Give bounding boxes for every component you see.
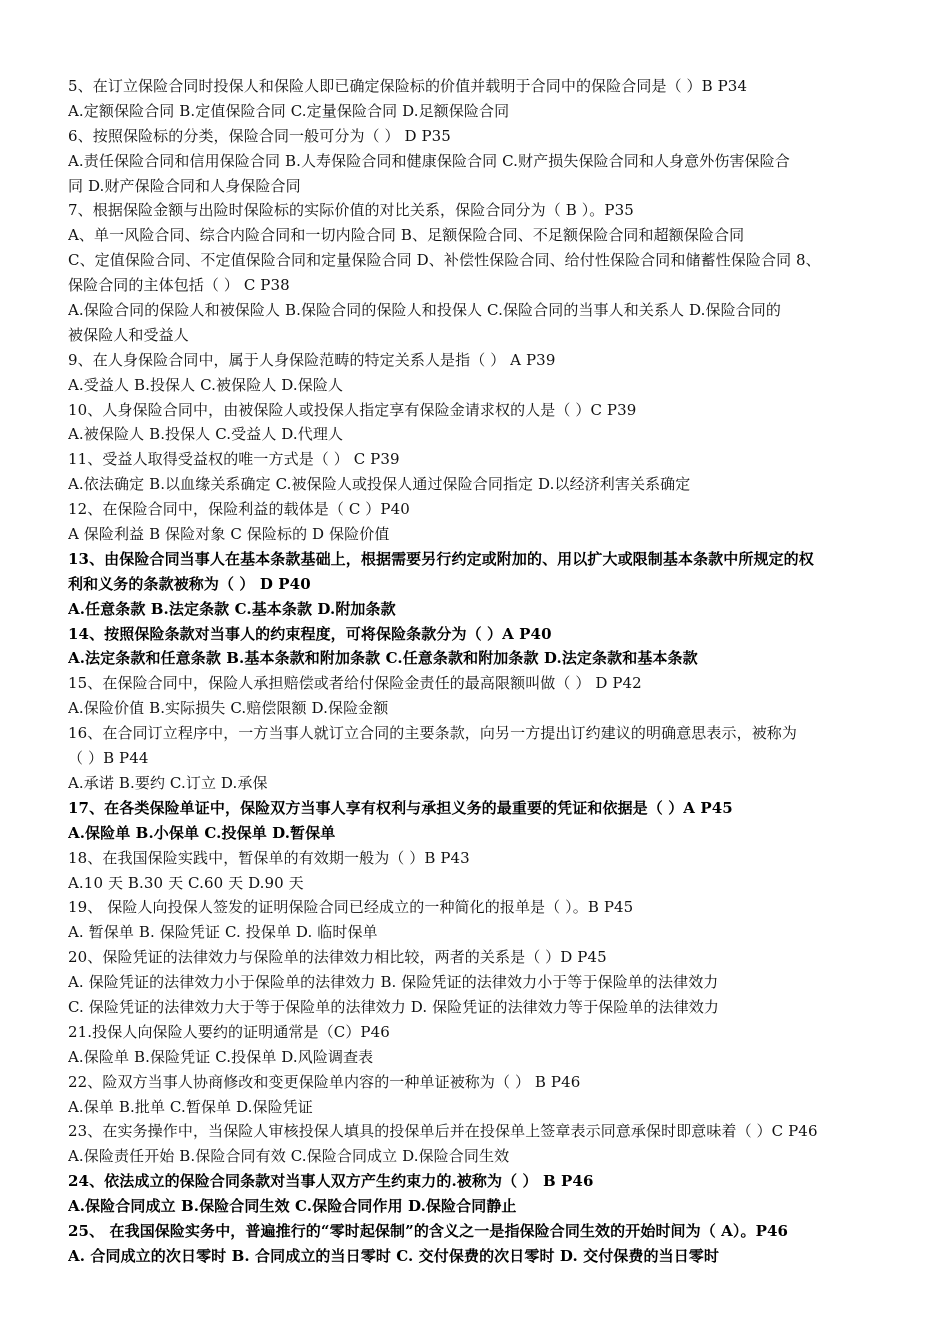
text-line: 20、保险凭证的法律效力与保险单的法律效力相比较，两者的关系是（ ）D P45 [68,948,607,967]
text-line: 24、依法成立的保险合同条款对当事人双方产生约束力的.被称为（ ） B P46 [68,1172,594,1191]
text-line: 同 D.财产保险合同和人身保险合同 [68,176,301,195]
text-line: 21.投保人向保险人要约的证明通常是（C）P46 [68,1022,390,1041]
text-line: 17、在各类保险单证中，保险双方当事人享有权利与承担义务的最重要的凭证和依据是（ ）A P45 [68,798,733,817]
text-line: A.保单 B.批单 C.暂保单 D.保险凭证 [68,1097,313,1116]
text-line: A.责任保险合同和信用保险合同 B.人寿保险合同和健康保险合同 C.财产损失保险合同和人身意外伤害保险合 [68,151,790,170]
text-line: 23、在实务操作中，当保险人审核投保人填具的投保单后并在投保单上签章表示同意承保时即意味着（ ）C P46 [68,1122,818,1141]
text-line: A.任意条款 B.法定条款 C.基本条款 D.附加条款 [68,599,396,618]
text-line: A.保险责任开始 B.保险合同有效 C.保险合同成立 D.保险合同生效 [68,1147,510,1166]
text-line: A.依法确定 B.以血缘关系确定 C.被保险人或投保人通过保险合同指定 D.以经济利害关系确定 [68,475,691,494]
text-line: 14、按照保险条款对当事人的约束程度，可将保险条款分为（ ）A P40 [68,624,552,643]
text-line: A.保险合同成立 B.保险合同生效 C.保险合同作用 D.保险合同静止 [68,1197,517,1216]
text-line: A 保险利益 B 保险对象 C 保险标的 D 保险价值 [68,525,390,544]
text-line: C、定值保险合同、不定值保险合同和定量保险合同 D、补偿性保险合同、给付性保险合同和储蓄性保险合同 8、 [68,251,821,270]
text-line: A. 保险凭证的法律效力小于保险单的法律效力 B. 保险凭证的法律效力小于等于保险单的法律效力 [68,973,719,992]
text-line: 6、按照保险标的分类，保险合同一般可分为（ ） D P35 [68,126,451,145]
text-line: A、单一风险合同、综合内险合同和一切内险合同 B、足额保险合同、不足额保险合同和超额保险合同 [68,226,745,245]
text-line: 5、在订立保险合同时投保人和保险人即已确定保险标的价值并载明于合同中的保险合同是（ ）B P34 [68,77,748,95]
text-line: A.定额保险合同 B.定值保险合同 C.定量保险合同 D.足额保险合同 [68,101,510,120]
text-line: 15、在保险合同中，保险人承担赔偿或者给付保险金责任的最高限额叫做（ ） D P42 [68,674,642,693]
text-line: A.承诺 B.要约 C.订立 D.承保 [68,773,268,792]
text-line: 11、受益人取得受益权的唯一方式是（ ） C P39 [68,450,400,469]
text-line: A.保险价值 B.实际损失 C.赔偿限额 D.保险金额 [68,699,389,718]
text-line: A.法定条款和任意条款 B.基本条款和附加条款 C.任意条款和附加条款 D.法定条款和基本条款 [68,649,698,668]
text-line: 18、在我国保险实践中，暂保单的有效期一般为（ ）B P43 [68,848,470,867]
text-line: A.保险合同的保险人和被保险人 B.保险合同的保险人和投保人 C.保险合同的当事人和关系人 D.保险合同的 [68,301,781,320]
text-line: A. 合同成立的次日零时 B. 合同成立的当日零时 C. 交付保费的次日零时 D. 交付保费的当日零时 [68,1246,720,1265]
text-line: 13、由保险合同当事人在基本条款基础上，根据需要另行约定或附加的、用以扩大或限制基本条款中所规定的权 [68,549,814,568]
text-line: A.保险单 B.保险凭证 C.投保单 D.风险调查表 [68,1047,374,1066]
text-line: 9、在人身保险合同中，属于人身保险范畴的特定关系人是指（ ） A P39 [68,350,556,369]
text-line: 12、在保险合同中，保险利益的载体是（ C ）P40 [68,500,410,519]
document-body [68,74,888,1269]
text-line: 25、 在我国保险实务中，普遍推行的“零时起保制”的含义之一是指保险合同生效的开始时间为（ A）。P46 [68,1221,789,1240]
text-line: 保险合同的主体包括（ ） C P38 [68,276,290,295]
text-line: A.保险单 B.小保单 C.投保单 D.暂保单 [68,823,336,842]
text-line: 16、在合同订立程序中，一方当事人就订立合同的主要条款，向另一方提出订约建议的明确意思表示，被称为 [68,724,797,743]
text-line: A.被保险人 B.投保人 C.受益人 D.代理人 [68,425,344,444]
text-line: A. 暂保单 B. 保险凭证 C. 投保单 D. 临时保单 [68,923,378,942]
text-line: A.10 天 B.30 天 C.60 天 D.90 天 [68,873,304,892]
text-line: 被保险人和受益人 [68,325,189,344]
text-line: 19、 保险人向投保人签发的证明保险合同已经成立的一种简化的报单是（ ）。B P45 [68,898,634,917]
text-line: 22、险双方当事人协商修改和变更保险单内容的一种单证被称为（ ） B P46 [68,1072,581,1091]
text-line: 7、根据保险金额与出险时保险标的实际价值的对比关系，保险合同分为（ B ）。P35 [68,201,634,220]
text-line: 利和义务的条款被称为（ ） D P40 [68,574,311,593]
text-line: （ ）B P44 [68,749,149,768]
text-line: A.受益人 B.投保人 C.被保险人 D.保险人 [68,375,344,394]
text-line: C. 保险凭证的法律效力大于等于保险单的法律效力 D. 保险凭证的法律效力等于保险单的法律效力 [68,997,719,1016]
text-line: 10、人身保险合同中，由被保险人或投保人指定享有保险金请求权的人是（ ）C P39 [68,400,637,419]
